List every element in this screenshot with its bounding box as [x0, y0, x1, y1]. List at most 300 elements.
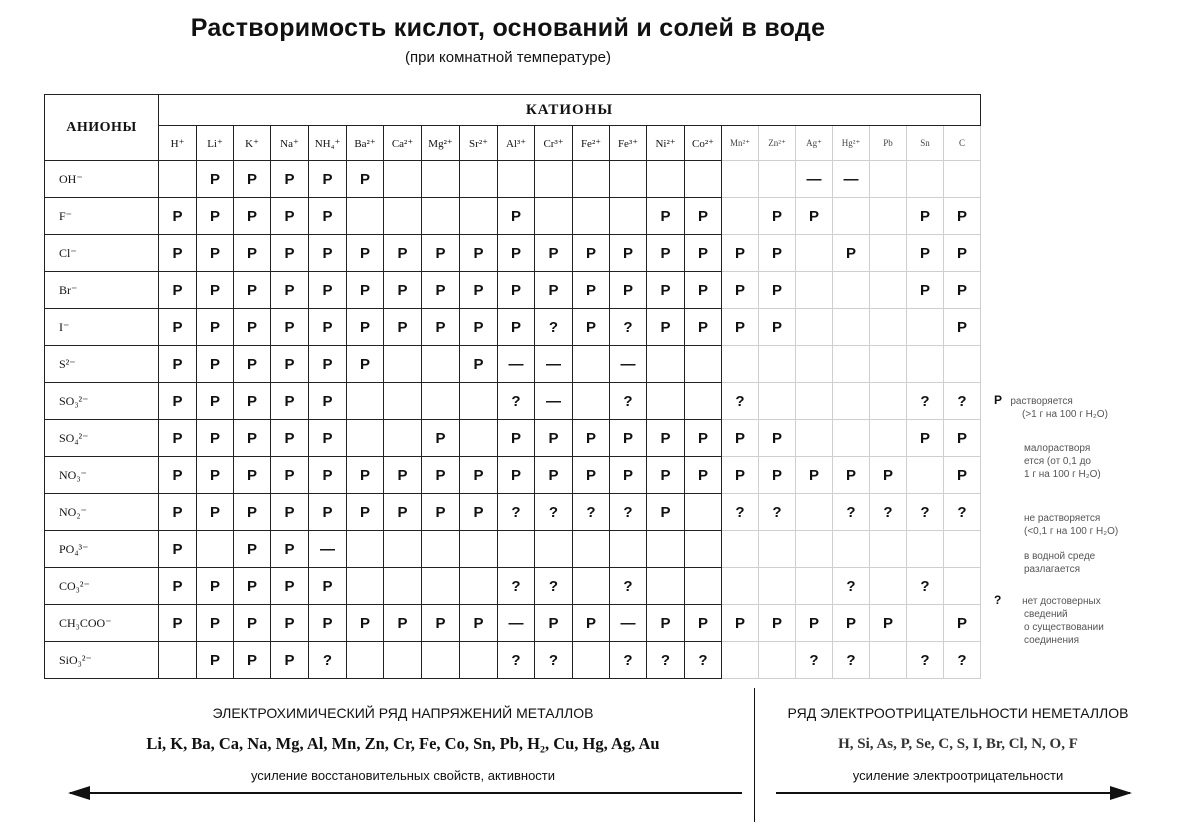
solubility-cell: ? — [907, 568, 944, 605]
solubility-cell — [833, 420, 870, 457]
solubility-cell: Р — [309, 494, 347, 531]
solubility-cell: ? — [944, 494, 981, 531]
solubility-cell: ? — [535, 309, 573, 346]
solubility-cell: Р — [685, 309, 722, 346]
cation-header: Co²⁺ — [685, 126, 722, 161]
solubility-cell: Р — [347, 161, 384, 198]
solubility-cell — [647, 383, 685, 420]
solubility-cell: Р — [647, 494, 685, 531]
solubility-cell: Р — [234, 161, 271, 198]
solubility-cell — [384, 383, 422, 420]
solubility-cell — [722, 531, 759, 568]
solubility-cell — [907, 346, 944, 383]
solubility-cell — [347, 568, 384, 605]
anion-label: I⁻ — [45, 309, 159, 346]
legend-m-text-1: малорастворя — [1024, 443, 1091, 454]
solubility-cell: Р — [944, 272, 981, 309]
solubility-cell — [685, 531, 722, 568]
solubility-cell: Р — [309, 383, 347, 420]
solubility-cell — [796, 494, 833, 531]
solubility-cell — [422, 642, 460, 679]
anion-label: F⁻ — [45, 198, 159, 235]
table-row — [45, 494, 981, 531]
legend-q-text-2: сведений — [1024, 609, 1068, 620]
table-row — [45, 605, 981, 642]
solubility-cell — [498, 161, 535, 198]
solubility-cell: Р — [944, 457, 981, 494]
solubility-cell: Р — [647, 420, 685, 457]
solubility-cell: Р — [159, 531, 197, 568]
anion-label: S²⁻ — [45, 346, 159, 383]
solubility-cell: Р — [271, 457, 309, 494]
solubility-cell: Р — [271, 383, 309, 420]
solubility-cell: Р — [422, 457, 460, 494]
solubility-cell: — — [610, 346, 647, 383]
solubility-cell — [384, 198, 422, 235]
solubility-cell: Р — [610, 235, 647, 272]
solubility-cell — [460, 198, 498, 235]
metals-series-caption: усиление восстановительных свойств, активности — [250, 768, 556, 783]
solubility-cell: Р — [234, 457, 271, 494]
solubility-cell: Р — [309, 568, 347, 605]
solubility-cell: Р — [759, 420, 796, 457]
solubility-cell: Р — [647, 457, 685, 494]
solubility-cell: Р — [907, 235, 944, 272]
solubility-cell: Р — [944, 198, 981, 235]
solubility-cell: ? — [498, 383, 535, 420]
legend-item-insoluble — [994, 502, 1118, 546]
solubility-cell: ? — [610, 568, 647, 605]
table-row — [45, 568, 981, 605]
solubility-cell: Р — [685, 420, 722, 457]
legend-q-text-1: нет достоверных — [1022, 596, 1101, 607]
cation-header: Sr²⁺ — [460, 126, 498, 161]
solubility-cell — [796, 568, 833, 605]
solubility-cell — [384, 531, 422, 568]
solubility-cell: Р — [234, 272, 271, 309]
solubility-cell: Р — [234, 642, 271, 679]
solubility-cell — [870, 642, 907, 679]
solubility-cell: Р — [573, 272, 610, 309]
anion-label: OH⁻ — [45, 161, 159, 198]
solubility-cell — [907, 309, 944, 346]
solubility-cell — [197, 531, 234, 568]
solubility-cell: Р — [610, 272, 647, 309]
cation-header: Ni²⁺ — [647, 126, 685, 161]
solubility-cell: ? — [907, 383, 944, 420]
solubility-cell: Р — [197, 161, 234, 198]
solubility-cell — [759, 346, 796, 383]
solubility-cell: Р — [197, 235, 234, 272]
solubility-cell: Р — [271, 605, 309, 642]
solubility-cell: Р — [159, 605, 197, 642]
solubility-cell: ? — [722, 494, 759, 531]
solubility-cell: ? — [685, 642, 722, 679]
cation-header: Na⁺ — [271, 126, 309, 161]
solubility-cell — [796, 383, 833, 420]
solubility-cell — [759, 161, 796, 198]
solubility-cell: ? — [610, 494, 647, 531]
page-title: Растворимость кислот, оснований и солей в воде — [190, 14, 826, 42]
solubility-cell: Р — [647, 272, 685, 309]
solubility-cell — [573, 568, 610, 605]
solubility-cell: Р — [944, 309, 981, 346]
solubility-cell: Р — [271, 309, 309, 346]
solubility-cell: Р — [234, 235, 271, 272]
solubility-cell: Р — [234, 420, 271, 457]
solubility-cell — [759, 642, 796, 679]
solubility-cell: Р — [422, 494, 460, 531]
solubility-cell: Р — [271, 420, 309, 457]
solubility-cell — [610, 531, 647, 568]
solubility-cell — [870, 420, 907, 457]
solubility-cell: Р — [197, 568, 234, 605]
solubility-cell: Р — [722, 457, 759, 494]
solubility-cell: Р — [759, 457, 796, 494]
solubility-cell: Р — [271, 642, 309, 679]
solubility-cell: Р — [573, 457, 610, 494]
legend-q-symbol: ? — [994, 593, 1002, 607]
cation-header: Ca²⁺ — [384, 126, 422, 161]
solubility-cell — [573, 346, 610, 383]
solubility-cell: — — [309, 531, 347, 568]
solubility-cell: — — [498, 346, 535, 383]
solubility-cell: — — [535, 346, 573, 383]
cation-header: Ag⁺ — [796, 126, 833, 161]
solubility-cell: Р — [460, 272, 498, 309]
solubility-cell: ? — [944, 642, 981, 679]
solubility-cell — [685, 383, 722, 420]
solubility-cell: Р — [647, 235, 685, 272]
solubility-cell: Р — [573, 309, 610, 346]
solubility-cell: Р — [309, 235, 347, 272]
solubility-cell: Р — [907, 198, 944, 235]
anion-label: SO₃²⁻ — [45, 383, 159, 420]
solubility-cell: Р — [159, 235, 197, 272]
solubility-cell: Р — [759, 309, 796, 346]
solubility-cell — [796, 272, 833, 309]
table-row — [45, 383, 981, 420]
solubility-cell: Р — [759, 272, 796, 309]
solubility-cell: Р — [159, 198, 197, 235]
legend-item-soluble — [994, 394, 1118, 430]
legend-r-text-2: (>1 г на 100 г H₂O) — [1022, 409, 1108, 420]
solubility-cell: Р — [498, 235, 535, 272]
solubility-cell: Р — [796, 457, 833, 494]
solubility-cell: Р — [197, 346, 234, 383]
solubility-cell: Р — [944, 420, 981, 457]
table-row — [45, 346, 981, 383]
solubility-cell: Р — [271, 568, 309, 605]
solubility-cell: Р — [347, 235, 384, 272]
solubility-cell: Р — [759, 605, 796, 642]
solubility-cell — [384, 642, 422, 679]
solubility-cell: Р — [159, 494, 197, 531]
solubility-cell — [460, 568, 498, 605]
solubility-cell — [870, 383, 907, 420]
solubility-cell — [833, 198, 870, 235]
solubility-cell: Р — [197, 198, 234, 235]
solubility-cell: Р — [460, 457, 498, 494]
legend-q-text-4: соединения — [1024, 635, 1080, 646]
solubility-cell: Р — [573, 605, 610, 642]
solubility-cell — [722, 568, 759, 605]
solubility-cell: Р — [309, 420, 347, 457]
solubility-cell — [870, 531, 907, 568]
solubility-cell: Р — [460, 494, 498, 531]
solubility-cell: Р — [647, 309, 685, 346]
solubility-cell — [685, 161, 722, 198]
solubility-rows — [45, 161, 981, 679]
solubility-cell — [384, 420, 422, 457]
table-row — [45, 309, 981, 346]
solubility-cell: Р — [159, 272, 197, 309]
cations-header: КАТИОНЫ — [159, 95, 981, 126]
solubility-cell: ? — [535, 494, 573, 531]
solubility-table — [44, 94, 981, 679]
solubility-cell: Р — [498, 420, 535, 457]
cation-header: H⁺ — [159, 126, 197, 161]
solubility-cell: Р — [197, 420, 234, 457]
solubility-cell — [833, 272, 870, 309]
legend-d-text-1: в водной среде — [1024, 551, 1096, 562]
solubility-cell: Р — [498, 198, 535, 235]
solubility-cell: Р — [347, 457, 384, 494]
cation-header: C — [944, 126, 981, 161]
solubility-cell — [498, 531, 535, 568]
legend-r-symbol: Р — [994, 393, 1003, 407]
solubility-cell — [759, 531, 796, 568]
solubility-cell: Р — [197, 457, 234, 494]
anions-header: АНИОНЫ — [45, 95, 159, 161]
solubility-cell: Р — [309, 198, 347, 235]
legend-item-unknown — [994, 594, 1118, 647]
table-row — [45, 420, 981, 457]
solubility-cell — [870, 235, 907, 272]
table-row — [45, 161, 981, 198]
page-subtitle: (при комнатной температуре) — [405, 49, 611, 66]
solubility-cell: Р — [384, 457, 422, 494]
solubility-cell: Р — [159, 420, 197, 457]
solubility-cell — [422, 568, 460, 605]
solubility-cell: Р — [384, 235, 422, 272]
solubility-cell — [573, 383, 610, 420]
solubility-cell — [759, 568, 796, 605]
solubility-cell: Р — [422, 420, 460, 457]
cation-header-row — [45, 126, 981, 161]
solubility-cell: Р — [422, 272, 460, 309]
anion-label: PO₄³⁻ — [45, 531, 159, 568]
solubility-cell — [347, 383, 384, 420]
solubility-cell: Р — [159, 457, 197, 494]
bottom-divider — [754, 688, 755, 822]
solubility-cell: Р — [535, 272, 573, 309]
solubility-cell — [833, 383, 870, 420]
solubility-cell: Р — [460, 235, 498, 272]
solubility-cell: ? — [647, 642, 685, 679]
solubility-cell: Р — [347, 346, 384, 383]
solubility-cell: Р — [197, 309, 234, 346]
solubility-cell — [647, 346, 685, 383]
anion-label: NO₃⁻ — [45, 457, 159, 494]
solubility-cell — [460, 161, 498, 198]
solubility-cell — [907, 605, 944, 642]
solubility-cell: Р — [722, 605, 759, 642]
solubility-cell — [944, 346, 981, 383]
solubility-cell — [685, 346, 722, 383]
solubility-cell: Р — [870, 605, 907, 642]
solubility-cell: Р — [197, 642, 234, 679]
solubility-cell — [796, 346, 833, 383]
solubility-cell — [460, 642, 498, 679]
solubility-cell: Р — [197, 605, 234, 642]
metals-series: Li, K, Ba, Ca, Na, Mg, Al, Mn, Zn, Cr, Fe, Co, Sn, Pb, H₂, Cu, Hg, Ag, Au — [146, 734, 660, 753]
cation-header: Fe²⁺ — [573, 126, 610, 161]
solubility-cell: — — [535, 383, 573, 420]
cation-header: Hg²⁺ — [833, 126, 870, 161]
solubility-cell — [347, 420, 384, 457]
solubility-cell — [347, 642, 384, 679]
solubility-cell: Р — [535, 420, 573, 457]
solubility-cell — [422, 161, 460, 198]
solubility-cell: Р — [944, 605, 981, 642]
solubility-cell: — — [498, 605, 535, 642]
solubility-cell — [870, 161, 907, 198]
solubility-cell — [833, 309, 870, 346]
solubility-cell: Р — [234, 346, 271, 383]
anion-label: CO₃²⁻ — [45, 568, 159, 605]
solubility-cell: ? — [535, 568, 573, 605]
solubility-cell: Р — [573, 235, 610, 272]
solubility-cell: ? — [610, 309, 647, 346]
solubility-cell — [347, 531, 384, 568]
solubility-cell: Р — [384, 309, 422, 346]
solubility-cell: Р — [573, 420, 610, 457]
solubility-cell: Р — [833, 605, 870, 642]
solubility-cell: Р — [907, 420, 944, 457]
solubility-cell: Р — [685, 605, 722, 642]
metals-series-title: ЭЛЕКТРОХИМИЧЕСКИЙ РЯД НАПРЯЖЕНИЙ МЕТАЛЛОВ — [212, 705, 594, 721]
solubility-cell — [907, 457, 944, 494]
solubility-cell: Р — [159, 383, 197, 420]
solubility-cell: ? — [907, 642, 944, 679]
solubility-cell: ? — [498, 568, 535, 605]
solubility-cell — [647, 531, 685, 568]
solubility-cell: Р — [271, 494, 309, 531]
solubility-cell — [573, 531, 610, 568]
solubility-cell — [944, 531, 981, 568]
solubility-cell: — — [796, 161, 833, 198]
solubility-cell — [573, 161, 610, 198]
solubility-cell: Р — [498, 272, 535, 309]
solubility-cell: Р — [234, 198, 271, 235]
solubility-cell — [384, 346, 422, 383]
solubility-cell: Р — [271, 198, 309, 235]
solubility-cell — [347, 198, 384, 235]
solubility-cell: Р — [234, 309, 271, 346]
solubility-cell — [647, 568, 685, 605]
solubility-cell: ? — [833, 568, 870, 605]
legend-n-text-1: не растворяется — [1024, 513, 1101, 524]
solubility-cell: ? — [309, 642, 347, 679]
solubility-cell: Р — [422, 309, 460, 346]
solubility-cell: Р — [347, 494, 384, 531]
solubility-cell — [796, 235, 833, 272]
legend-item-decomposes — [994, 546, 1118, 594]
solubility-cell: Р — [159, 568, 197, 605]
legend-r-text-1: растворяется — [1010, 396, 1073, 407]
solubility-cell: Р — [271, 161, 309, 198]
solubility-cell — [422, 383, 460, 420]
solubility-cell — [833, 346, 870, 383]
solubility-cell: Р — [796, 605, 833, 642]
solubility-cell: Р — [685, 198, 722, 235]
solubility-cell: Р — [722, 235, 759, 272]
solubility-cell: ? — [833, 642, 870, 679]
cation-header: Cr³⁺ — [535, 126, 573, 161]
solubility-cell: Р — [197, 383, 234, 420]
solubility-cell — [870, 346, 907, 383]
solubility-cell — [870, 198, 907, 235]
solubility-cell: Р — [498, 457, 535, 494]
solubility-cell: Р — [535, 457, 573, 494]
solubility-cell: Р — [907, 272, 944, 309]
solubility-cell: Р — [722, 420, 759, 457]
legend-q-text-3: о существовании — [1024, 622, 1104, 633]
solubility-cell: Р — [685, 457, 722, 494]
solubility-cell: ? — [870, 494, 907, 531]
solubility-cell — [722, 198, 759, 235]
solubility-cell — [422, 346, 460, 383]
solubility-cell: Р — [460, 605, 498, 642]
legend-d-text-2: разлагается — [1024, 564, 1080, 575]
solubility-cell: Р — [347, 605, 384, 642]
solubility-cell: Р — [460, 346, 498, 383]
solubility-cell: ? — [722, 383, 759, 420]
solubility-cell: Р — [384, 494, 422, 531]
solubility-cell: Р — [347, 309, 384, 346]
solubility-cell: Р — [647, 605, 685, 642]
table-row — [45, 198, 981, 235]
solubility-cell: ? — [796, 642, 833, 679]
solubility-cell — [460, 420, 498, 457]
cation-header: Mg²⁺ — [422, 126, 460, 161]
solubility-cell — [535, 161, 573, 198]
solubility-cell — [573, 642, 610, 679]
solubility-cell: Р — [234, 383, 271, 420]
solubility-cell — [460, 383, 498, 420]
solubility-cell — [907, 161, 944, 198]
table-row — [45, 272, 981, 309]
solubility-cell — [796, 309, 833, 346]
solubility-cell: Р — [685, 235, 722, 272]
solubility-cell — [685, 494, 722, 531]
solubility-cell — [870, 309, 907, 346]
solubility-cell — [422, 198, 460, 235]
solubility-cell — [460, 531, 498, 568]
solubility-cell: Р — [271, 531, 309, 568]
cation-header: Li⁺ — [197, 126, 234, 161]
solubility-cell: Р — [944, 235, 981, 272]
solubility-cell — [573, 198, 610, 235]
table-row — [45, 531, 981, 568]
solubility-cell — [722, 161, 759, 198]
table-row — [45, 642, 981, 679]
anion-label: Br⁻ — [45, 272, 159, 309]
solubility-cell: Р — [796, 198, 833, 235]
solubility-cell: Р — [422, 605, 460, 642]
solubility-cell: Р — [271, 235, 309, 272]
